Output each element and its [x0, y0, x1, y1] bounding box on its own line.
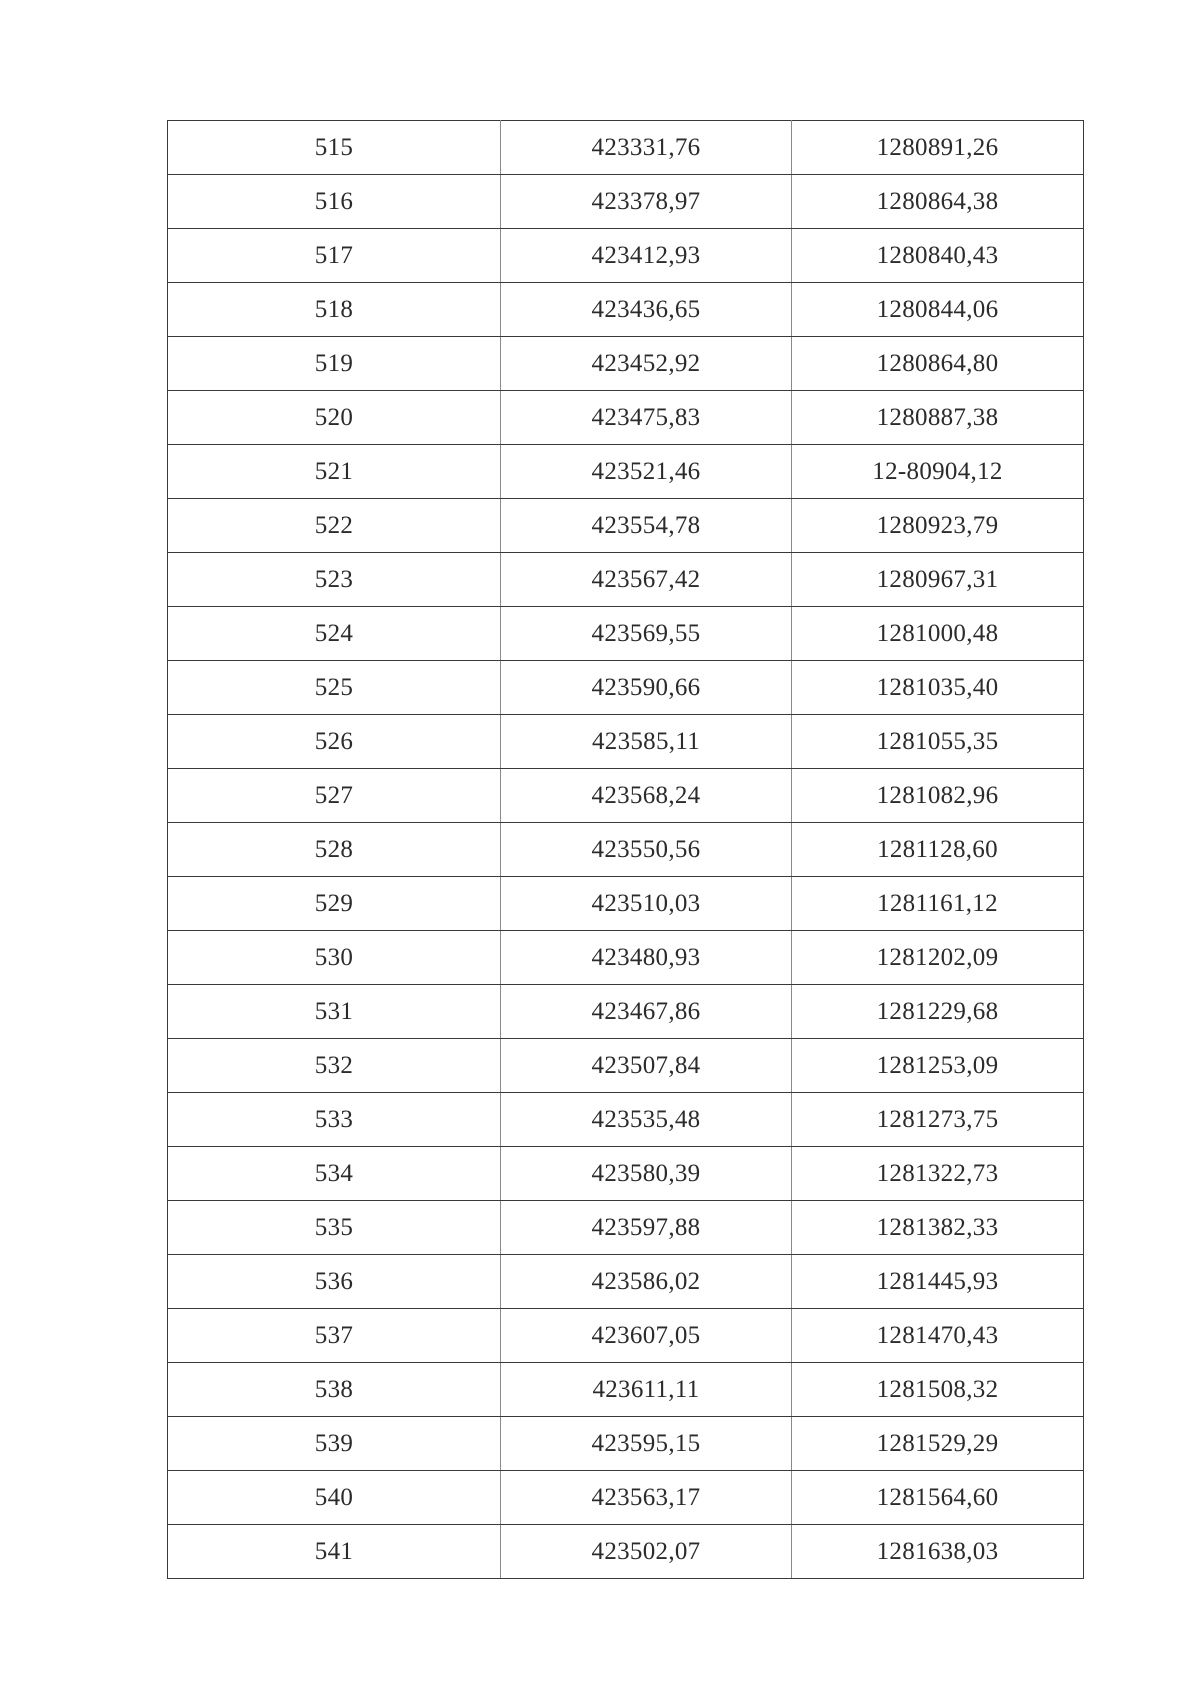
x-coordinate-cell: 423569,55 — [501, 607, 792, 661]
y-coordinate-cell: 1281229,68 — [792, 985, 1084, 1039]
y-coordinate-cell: 12-80904,12 — [792, 445, 1084, 499]
x-coordinate-cell: 423535,48 — [501, 1093, 792, 1147]
point-number-cell: 517 — [168, 229, 501, 283]
table-row — [168, 229, 1084, 283]
table-row — [168, 175, 1084, 229]
y-coordinate-cell: 1281445,93 — [792, 1255, 1084, 1309]
point-number-cell: 529 — [168, 877, 501, 931]
point-number-cell: 530 — [168, 931, 501, 985]
y-coordinate-cell: 1280840,43 — [792, 229, 1084, 283]
table-row — [168, 1363, 1084, 1417]
x-coordinate-cell: 423452,92 — [501, 337, 792, 391]
point-number-cell: 522 — [168, 499, 501, 553]
point-number-cell: 537 — [168, 1309, 501, 1363]
x-coordinate-cell: 423521,46 — [501, 445, 792, 499]
table-row — [168, 1255, 1084, 1309]
table-row — [168, 445, 1084, 499]
table-row — [168, 769, 1084, 823]
point-number-cell: 521 — [168, 445, 501, 499]
point-number-cell: 536 — [168, 1255, 501, 1309]
point-number-cell: 538 — [168, 1363, 501, 1417]
point-number-cell: 519 — [168, 337, 501, 391]
coordinates-table-body — [168, 121, 1084, 1579]
table-row — [168, 1417, 1084, 1471]
y-coordinate-cell: 1280844,06 — [792, 283, 1084, 337]
point-number-cell: 533 — [168, 1093, 501, 1147]
table-row — [168, 1525, 1084, 1579]
x-coordinate-cell: 423580,39 — [501, 1147, 792, 1201]
y-coordinate-cell: 1280891,26 — [792, 121, 1084, 175]
point-number-cell: 532 — [168, 1039, 501, 1093]
table-row — [168, 283, 1084, 337]
table-row — [168, 985, 1084, 1039]
table-row — [168, 553, 1084, 607]
point-number-cell: 525 — [168, 661, 501, 715]
point-number-cell: 528 — [168, 823, 501, 877]
x-coordinate-cell: 423611,11 — [501, 1363, 792, 1417]
point-number-cell: 518 — [168, 283, 501, 337]
x-coordinate-cell: 423378,97 — [501, 175, 792, 229]
x-coordinate-cell: 423586,02 — [501, 1255, 792, 1309]
table-row — [168, 931, 1084, 985]
y-coordinate-cell: 1281382,33 — [792, 1201, 1084, 1255]
y-coordinate-cell: 1281000,48 — [792, 607, 1084, 661]
table-row — [168, 1201, 1084, 1255]
y-coordinate-cell: 1281202,09 — [792, 931, 1084, 985]
y-coordinate-cell: 1281035,40 — [792, 661, 1084, 715]
y-coordinate-cell: 1280923,79 — [792, 499, 1084, 553]
x-coordinate-cell: 423563,17 — [501, 1471, 792, 1525]
point-number-cell: 520 — [168, 391, 501, 445]
table-row — [168, 1471, 1084, 1525]
y-coordinate-cell: 1280887,38 — [792, 391, 1084, 445]
point-number-cell: 535 — [168, 1201, 501, 1255]
x-coordinate-cell: 423568,24 — [501, 769, 792, 823]
y-coordinate-cell: 1281470,43 — [792, 1309, 1084, 1363]
y-coordinate-cell: 1281638,03 — [792, 1525, 1084, 1579]
table-row — [168, 607, 1084, 661]
x-coordinate-cell: 423567,42 — [501, 553, 792, 607]
y-coordinate-cell: 1280864,38 — [792, 175, 1084, 229]
point-number-cell: 527 — [168, 769, 501, 823]
x-coordinate-cell: 423507,84 — [501, 1039, 792, 1093]
point-number-cell: 541 — [168, 1525, 501, 1579]
point-number-cell: 515 — [168, 121, 501, 175]
y-coordinate-cell: 1281322,73 — [792, 1147, 1084, 1201]
point-number-cell: 516 — [168, 175, 501, 229]
table-row — [168, 661, 1084, 715]
x-coordinate-cell: 423502,07 — [501, 1525, 792, 1579]
point-number-cell: 540 — [168, 1471, 501, 1525]
y-coordinate-cell: 1281273,75 — [792, 1093, 1084, 1147]
y-coordinate-cell: 1281253,09 — [792, 1039, 1084, 1093]
x-coordinate-cell: 423607,05 — [501, 1309, 792, 1363]
x-coordinate-cell: 423597,88 — [501, 1201, 792, 1255]
y-coordinate-cell: 1280967,31 — [792, 553, 1084, 607]
table-row — [168, 121, 1084, 175]
x-coordinate-cell: 423554,78 — [501, 499, 792, 553]
x-coordinate-cell: 423585,11 — [501, 715, 792, 769]
point-number-cell: 524 — [168, 607, 501, 661]
x-coordinate-cell: 423550,56 — [501, 823, 792, 877]
point-number-cell: 531 — [168, 985, 501, 1039]
y-coordinate-cell: 1281055,35 — [792, 715, 1084, 769]
y-coordinate-cell: 1281508,32 — [792, 1363, 1084, 1417]
table-row — [168, 823, 1084, 877]
y-coordinate-cell: 1281564,60 — [792, 1471, 1084, 1525]
point-number-cell: 523 — [168, 553, 501, 607]
x-coordinate-cell: 423510,03 — [501, 877, 792, 931]
table-row — [168, 1093, 1084, 1147]
table-row — [168, 877, 1084, 931]
y-coordinate-cell: 1281128,60 — [792, 823, 1084, 877]
x-coordinate-cell: 423436,65 — [501, 283, 792, 337]
y-coordinate-cell: 1281082,96 — [792, 769, 1084, 823]
x-coordinate-cell: 423331,76 — [501, 121, 792, 175]
x-coordinate-cell: 423590,66 — [501, 661, 792, 715]
x-coordinate-cell: 423480,93 — [501, 931, 792, 985]
x-coordinate-cell: 423595,15 — [501, 1417, 792, 1471]
table-row — [168, 391, 1084, 445]
table-row — [168, 499, 1084, 553]
point-number-cell: 534 — [168, 1147, 501, 1201]
table-row — [168, 715, 1084, 769]
point-number-cell: 526 — [168, 715, 501, 769]
x-coordinate-cell: 423412,93 — [501, 229, 792, 283]
table-row — [168, 337, 1084, 391]
table-row — [168, 1147, 1084, 1201]
point-number-cell: 539 — [168, 1417, 501, 1471]
x-coordinate-cell: 423467,86 — [501, 985, 792, 1039]
x-coordinate-cell: 423475,83 — [501, 391, 792, 445]
coordinates-table — [167, 120, 1084, 1579]
y-coordinate-cell: 1281161,12 — [792, 877, 1084, 931]
y-coordinate-cell: 1280864,80 — [792, 337, 1084, 391]
table-row — [168, 1309, 1084, 1363]
y-coordinate-cell: 1281529,29 — [792, 1417, 1084, 1471]
table-row — [168, 1039, 1084, 1093]
